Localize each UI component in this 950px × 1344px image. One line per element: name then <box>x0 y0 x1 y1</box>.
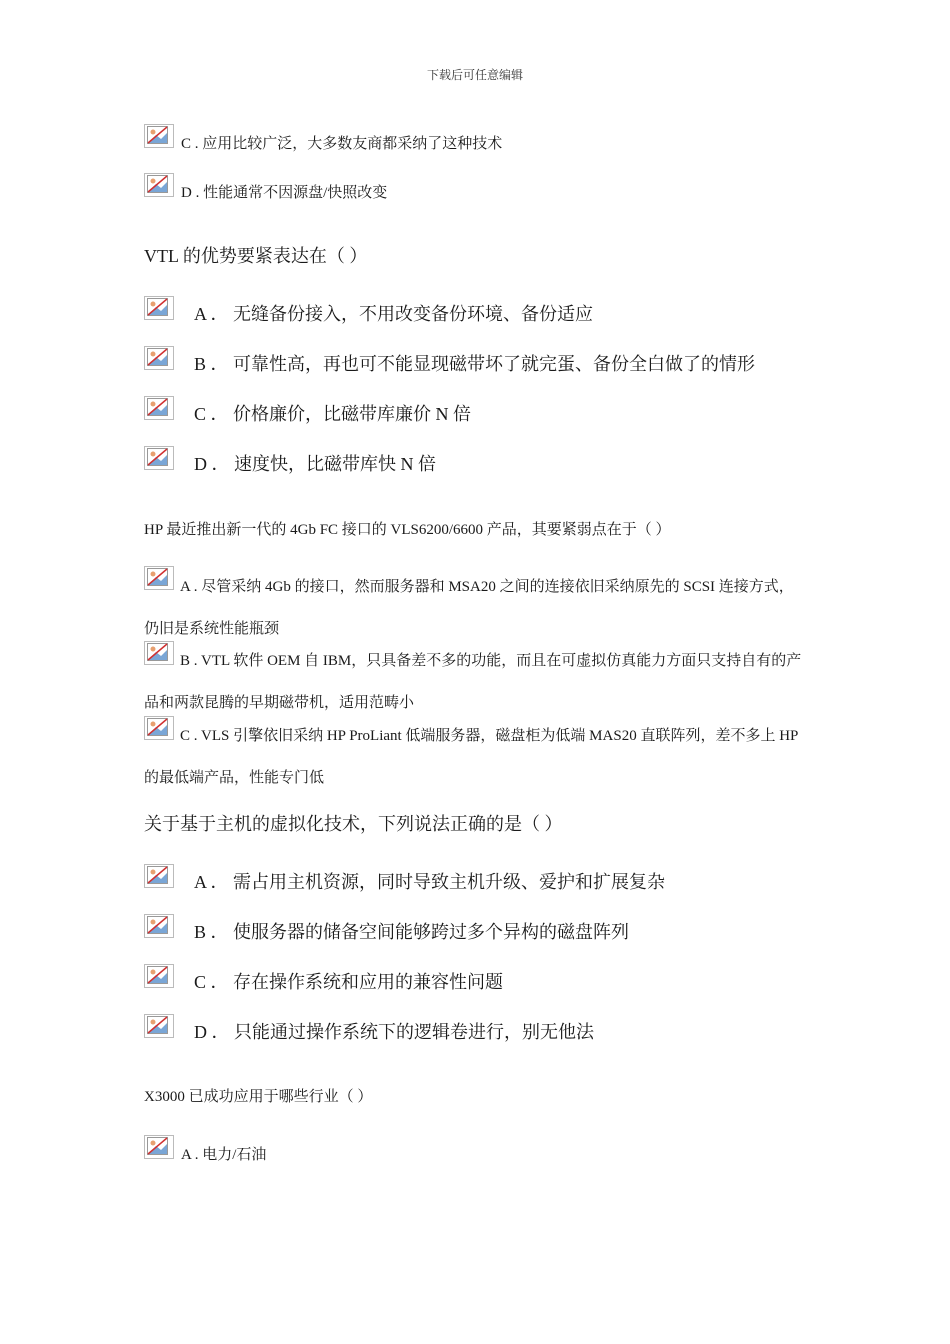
option-text: C . VLS 引擎依旧采纳 HP ProLiant 低端服务器，磁盘柜为低端 MAS20 直联阵列，差不多上 HP 的最低端产品，性能专门低 <box>144 728 798 786</box>
option-b[interactable] <box>144 914 629 944</box>
option-text: D ． 速度快，比磁带库快 N 倍 <box>194 454 436 474</box>
broken-image-icon <box>144 914 174 938</box>
question-title: VTL 的优势要紧表达在（ ） <box>144 246 368 266</box>
broken-image-icon <box>144 296 174 320</box>
option-text: A . 电力/石油 <box>181 1147 267 1163</box>
option-a[interactable] <box>144 296 593 326</box>
option-text: B . VTL 软件 OEM 自 IBM，只具备差不多的功能，而且在可虚拟仿真能力方面只支持自有的产品和两款昆腾的早期磁带机，适用范畴小 <box>144 653 802 711</box>
option-a[interactable] <box>144 864 665 894</box>
broken-image-icon <box>144 346 174 370</box>
option-d[interactable] <box>144 446 436 476</box>
question-title: X3000 已成功应用于哪些行业（ ） <box>144 1089 373 1105</box>
broken-image-icon <box>144 173 174 197</box>
option-c[interactable] <box>144 964 503 994</box>
option-text: B ． 可靠性高，再也可不能显现磁带坏了就完蛋、备份全白做了的情形 <box>194 354 756 374</box>
page-header: 下载后可任意编辑 <box>426 68 523 82</box>
broken-image-icon <box>144 446 174 470</box>
option-d[interactable] <box>144 1014 594 1044</box>
option-text: A . 尽管采纳 4Gb 的接口，然而服务器和 MSA20 之间的连接依旧采纳原先的 SCSI 连接方式，仍旧是系统性能瓶颈 <box>144 579 794 637</box>
option-d[interactable] <box>144 173 387 203</box>
option-text: C ． 价格廉价，比磁带库廉价 N 倍 <box>194 404 472 424</box>
option-text: C . 应用比较广泛，大多数友商都采纳了这种技术 <box>181 136 503 152</box>
option-a[interactable] <box>144 1135 266 1165</box>
broken-image-icon <box>144 864 174 888</box>
option-text: B ． 使服务器的储备空间能够跨过多个异构的磁盘阵列 <box>194 922 630 942</box>
option-b[interactable] <box>144 346 755 376</box>
broken-image-icon <box>144 1135 174 1159</box>
option-c[interactable] <box>144 124 502 154</box>
broken-image-icon <box>144 964 174 988</box>
question-title: HP 最近推出新一代的 4Gb FC 接口的 VLS6200/6600 产品，其要紧弱点在于（ ） <box>144 522 671 538</box>
broken-image-icon <box>144 396 174 420</box>
option-text: A ． 无缝备份接入，不用改变备份环境、备份适应 <box>194 304 594 324</box>
option-text: D . 性能通常不因源盘/快照改变 <box>181 185 388 201</box>
broken-image-icon <box>144 1014 174 1038</box>
option-text: D ． 只能通过操作系统下的逻辑卷进行，别无他法 <box>194 1022 594 1042</box>
question-title: 关于基于主机的虚拟化技术，下列说法正确的是（ ） <box>144 814 563 834</box>
option-text: C ． 存在操作系统和应用的兼容性问题 <box>194 972 504 992</box>
option-c[interactable] <box>144 396 471 426</box>
option-text: A ． 需占用主机资源，同时导致主机升级、爱护和扩展复杂 <box>194 872 666 892</box>
broken-image-icon <box>144 124 174 148</box>
